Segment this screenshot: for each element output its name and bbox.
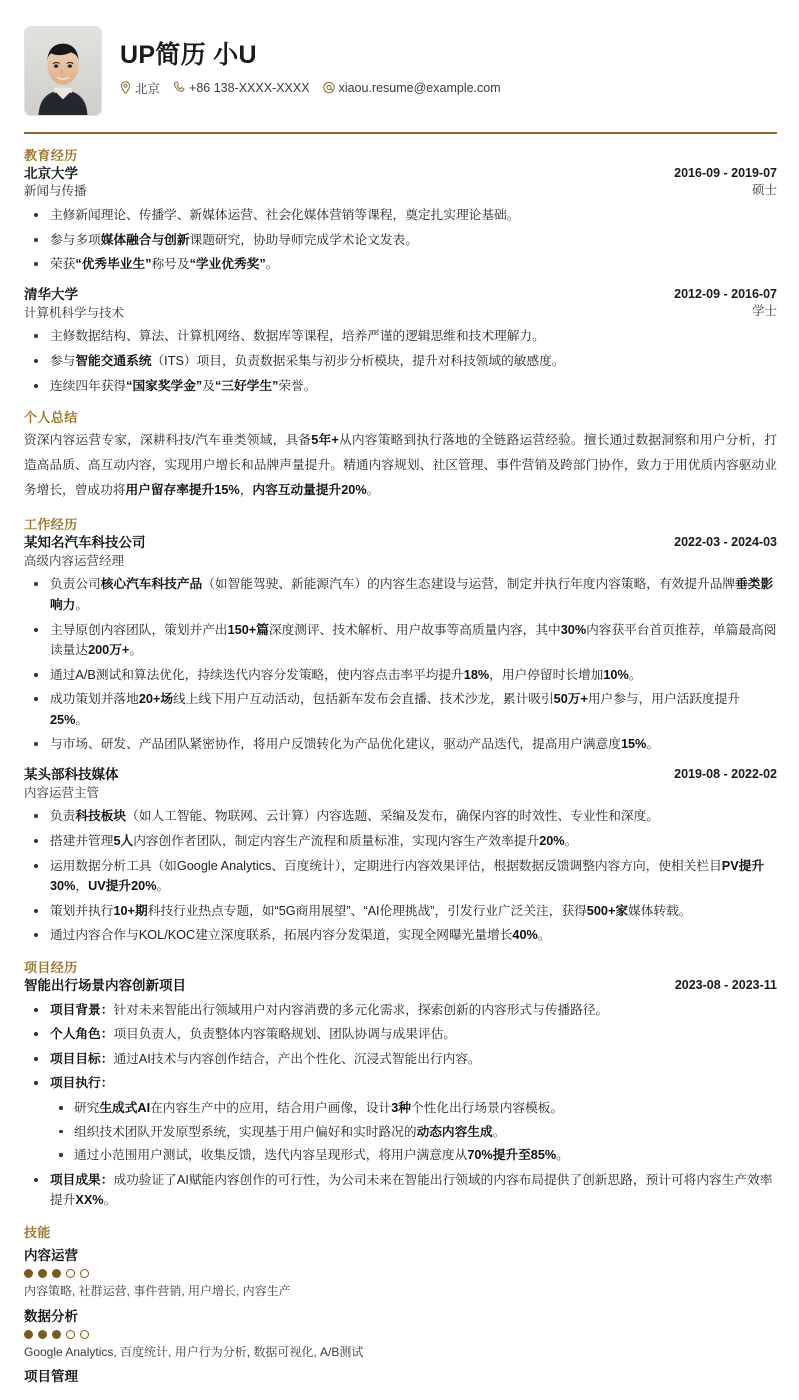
date-range: 2019-08 - 2022-02: [674, 767, 777, 781]
location-pin-icon: [120, 81, 131, 94]
bullet-item: 主导原创内容团队，策划并产出150+篇深度测评、技术解析、用户故事等高质量内容，其中30%内容获平台首页推荐，单篇最高阅读量达200万+。: [24, 620, 777, 661]
role-or-major: 高级内容运营经理: [24, 553, 125, 568]
skill-rating-dot: [80, 1269, 89, 1278]
bullet-item: 主修数据结构、算法、计算机网络、数据库等课程，培养严谨的逻辑思维和技术理解力。: [24, 326, 777, 347]
organization-name: 智能出行场景内容创新项目: [24, 978, 186, 994]
contact-phone-value: +86 138-XXXX-XXXX: [189, 80, 310, 95]
entry-right: [675, 977, 777, 993]
entry-left: [24, 766, 119, 801]
avatar: [24, 26, 102, 116]
bullet-item: 个人角色：项目负责人，负责整体内容策略规划、团队协调与成果评估。: [24, 1024, 777, 1045]
contact-location: [120, 79, 160, 97]
bullet-list: [24, 205, 777, 275]
contact-phone: [173, 81, 310, 95]
skill-name: 数据分析: [24, 1308, 78, 1324]
entry: [24, 534, 777, 755]
skill-block: [24, 1308, 777, 1362]
section-title: 技能: [24, 1224, 51, 1240]
organization-name: 北京大学: [24, 165, 78, 181]
entry-head: [24, 165, 777, 200]
sub-bullet-item: 组织技术团队开发原型系统，实现基于用户偏好和实时路况的动态内容生成。: [50, 1122, 777, 1143]
entry-head: [24, 977, 777, 995]
skill-rating-dot: [52, 1269, 61, 1278]
entry: [24, 977, 777, 1211]
entry-left: [24, 286, 124, 321]
bullet-item: 与市场、研发、产品团队紧密协作，将用户反馈转化为产品优化建议，驱动产品迭代，提高用户满意度15%。: [24, 734, 777, 755]
contact-email: [323, 81, 501, 95]
organization-name: 某头部科技媒体: [24, 767, 119, 782]
entry-left: [24, 977, 186, 995]
date-range: 2016-09 - 2019-07: [674, 165, 777, 180]
date-range: 2022-03 - 2024-03: [674, 534, 777, 549]
entry-right: [674, 165, 777, 199]
entry: [24, 766, 777, 946]
bullet-item: 连续四年获得“国家奖学金”及“三好学生”荣誉。: [24, 376, 777, 397]
entry-left: [24, 534, 146, 569]
contact-email-value: xiaou.resume@example.com: [338, 80, 501, 95]
skill-keywords: 内容策略, 社群运营, 事件营销, 用户增长, 内容生产: [24, 1284, 291, 1299]
bullet-item: 项目执行： 研究生成式AI在内容生产中的应用，结合用户画像，设计3种个性化出行场景内容模板。 组织技术团队开发原型系统，实现基于用户偏好和实时路况的动态内容生成。 通过小范围用户测试，收集反馈，迭代内容呈现形式，将用户满意度从70%提升至85%。: [24, 1073, 777, 1165]
entry-head: [24, 286, 777, 321]
page-title: UP简历 小U: [120, 41, 257, 70]
bullet-item: 负责公司核心汽车科技产品（如智能驾驶、新能源汽车）的内容生态建设与运营，制定并执行年度内容策略，有效提升品牌垂类影响力。: [24, 574, 777, 615]
section-summary: [24, 410, 777, 503]
bullet-item: 项目背景：针对未来智能出行领域用户对内容消费的多元化需求，探索创新的内容形式与传播路径。: [24, 1000, 777, 1021]
entry-left: [24, 165, 87, 200]
degree-label: 学士: [751, 304, 777, 319]
resume-body: [24, 148, 777, 1387]
entry-right: [674, 286, 777, 320]
section-skills: [24, 1225, 777, 1386]
bullet-item: 运用数据分析工具（如Google Analytics、百度统计），定期进行内容效果评估，根据数据反馈调整内容方向，使相关栏目PV提升30%，UV提升20%。: [24, 856, 777, 897]
skill-rating-dot: [24, 1330, 33, 1339]
bullet-item: 通过A/B测试和算法优化，持续迭代内容分发策略，使内容点击率平均提升18%，用户停留时长增加10%。: [24, 665, 777, 686]
skill-rating: [24, 1330, 777, 1339]
identity-block: [120, 41, 510, 101]
contact-list: [120, 79, 510, 97]
sub-bullet-item: 通过小范围用户测试，收集反馈，迭代内容呈现形式，将用户满意度从70%提升至85%。: [50, 1145, 777, 1166]
bullet-item: 参与智能交通系统（ITS）项目，负责数据采集与初步分析模块，提升对科技领域的敏感度。: [24, 351, 777, 372]
skill-rating-dot: [38, 1330, 47, 1339]
bullet-item: 负责科技板块（如人工智能、物联网、云计算）内容选题、采编及发布，确保内容的时效性、专业性和深度。: [24, 806, 777, 827]
skill-rating-dot: [66, 1330, 75, 1339]
date-range: 2012-09 - 2016-07: [674, 287, 777, 301]
bullet-list: [24, 326, 777, 396]
skill-rating-dot: [80, 1330, 89, 1339]
bullet-item: 荣获“优秀毕业生”称号及“学业优秀奖”。: [24, 254, 777, 275]
section-title: 项目经历: [24, 959, 78, 975]
skill-name: 内容运营: [24, 1248, 78, 1264]
bullet-list: [24, 1000, 777, 1211]
entry-head: [24, 534, 777, 569]
bullet-list: [50, 1098, 777, 1166]
skill-name: 项目管理: [24, 1368, 78, 1384]
role-or-major: 计算机科学与技术: [24, 305, 125, 320]
skill-rating-dot: [66, 1269, 75, 1278]
bullet-item: 通过内容合作与KOL/KOC建立深度联系，拓展内容分发渠道，实现全网曝光量增长40%。: [24, 925, 777, 946]
organization-name: 某知名汽车科技公司: [24, 534, 146, 550]
skill-rating-dot: [24, 1269, 33, 1278]
entry-head: [24, 766, 777, 801]
bullet-item: 成功策划并落地20+场线上线下用户互动活动，包括新车发布会直播、技术沙龙，累计吸引50万+用户参与，用户活跃度提升25%。: [24, 689, 777, 730]
phone-icon: [173, 81, 185, 94]
bullet-list: [24, 806, 777, 945]
skill-block: [24, 1247, 777, 1301]
skill-rating: [24, 1269, 777, 1278]
sub-bullet-item: 研究生成式AI在内容生产中的应用，结合用户画像，设计3种个性化出行场景内容模板。: [50, 1098, 777, 1119]
skill-rating-dot: [38, 1269, 47, 1278]
summary-text: 资深内容运营专家，深耕科技/汽车垂类领域，具备5年+从内容策略到执行落地的全链路运营经验。擅长通过数据洞察和用户分析，打造高品质、高互动内容，实现用户增长和品牌声量提升。精通内容规划、社区管理、事件营销及跨部门协作，致力于用优质内容驱动业务增长，曾成功将用户留存率提升15%，内容互动量提升20%。: [24, 433, 778, 497]
resume-header: [24, 26, 777, 126]
date-range: 2023-08 - 2023-11: [674, 978, 777, 993]
skill-rating-dot: [52, 1330, 61, 1339]
header-divider: [24, 132, 777, 134]
entry: [24, 286, 777, 396]
role-or-major: 内容运营主管: [24, 785, 100, 800]
bullet-item: 策划并执行10+期科技行业热点专题，如“5G商用展望”、“AI伦理挑战”，引发行业广泛关注，获得500+家媒体转载。: [24, 901, 777, 922]
bullet-item: 参与多项媒体融合与创新课题研究，协助导师完成学术论文发表。: [24, 230, 777, 251]
degree-label: 硕士: [751, 183, 777, 198]
section-title: 教育经历: [24, 147, 78, 163]
section-project-experience: [24, 960, 777, 1211]
bullet-list: [24, 574, 777, 755]
email-at-icon: [323, 81, 335, 94]
section-title: 个人总结: [24, 410, 78, 426]
bullet-item: 项目目标：通过AI技术与内容创作结合，产出个性化、沉浸式智能出行内容。: [24, 1049, 777, 1070]
bullet-item: 项目成果：成功验证了AI赋能内容创作的可行性，为公司未来在智能出行领域的内容布局提供了创新思路，预计可将内容生产效率提升XX%。: [24, 1170, 777, 1211]
organization-name: 清华大学: [24, 287, 78, 302]
skill-block: [24, 1368, 777, 1386]
entry-right: [674, 766, 777, 782]
section-education: [24, 148, 777, 397]
section-title: 工作经历: [24, 516, 78, 532]
bullet-item: 搭建并管理5人内容创作者团队，制定内容生产流程和质量标准，实现内容生产效率提升20%。: [24, 831, 777, 852]
section-work-experience: [24, 517, 777, 946]
role-or-major: 新闻与传播: [24, 184, 87, 199]
bullet-item: 主修新闻理论、传播学、新媒体运营、社会化媒体营销等课程，奠定扎实理论基础。: [24, 205, 777, 226]
contact-location-value: 北京: [135, 81, 161, 96]
entry-right: [674, 534, 777, 550]
skill-keywords: Google Analytics, 百度统计, 用户行为分析, 数据可视化, A/B测试: [24, 1344, 364, 1359]
entry: [24, 165, 777, 275]
